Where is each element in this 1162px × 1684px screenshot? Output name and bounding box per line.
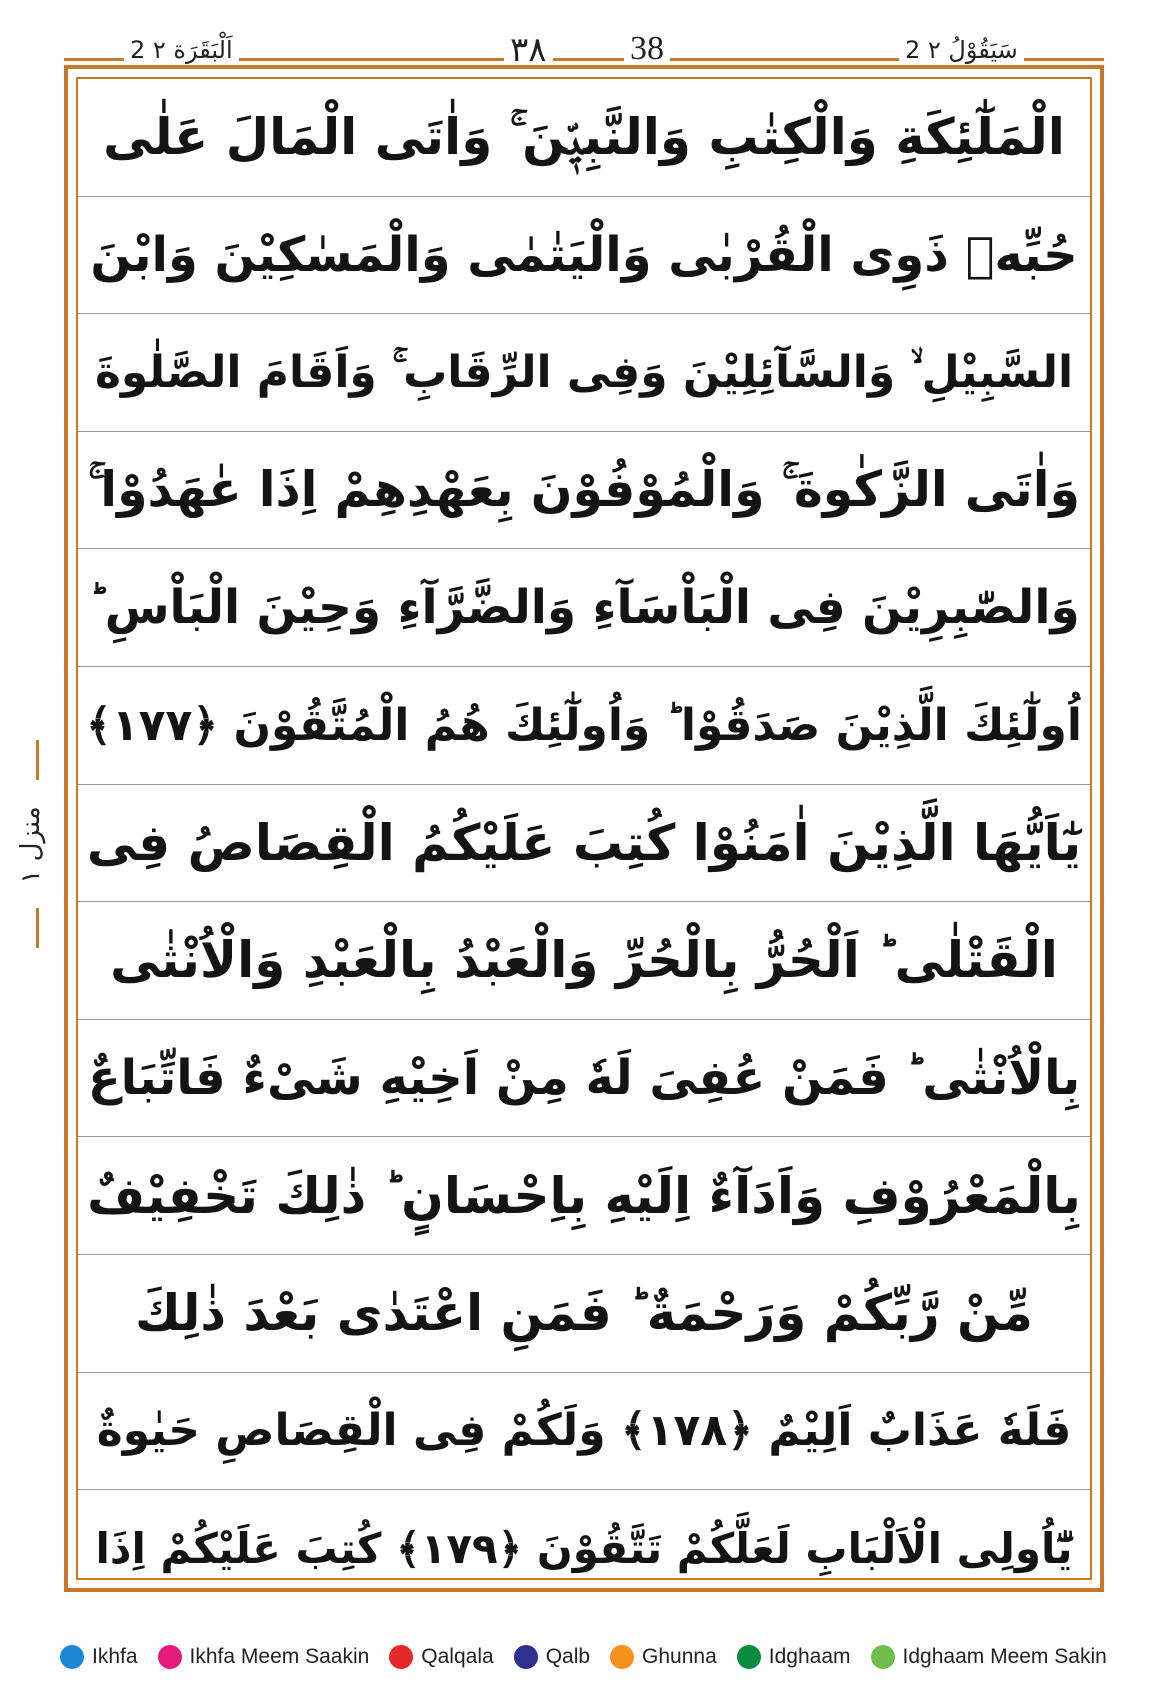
verse-line xyxy=(78,432,1090,550)
verse-line xyxy=(78,667,1090,785)
page-number: 38 xyxy=(624,30,670,68)
verse-line xyxy=(78,549,1090,667)
verse-line xyxy=(78,1137,1090,1255)
page-frame xyxy=(64,65,1104,1592)
verse-text: يّٰٓاُولِى الْاَلْبَابِ لَعَلَّكُمْ تَتَّقُوْنَ ﴿١٧٩﴾ كُتِبَ عَلَيْكُمْ اِذَا xyxy=(95,1524,1073,1574)
legend-label: Idghaam Meem Sakin xyxy=(902,1645,1107,1668)
legend-item-idghaam-meem-sakin xyxy=(871,1645,1107,1669)
tajweed-legend xyxy=(60,1640,1120,1674)
legend-item-ikhfa xyxy=(60,1645,138,1669)
legend-item-idghaam xyxy=(737,1645,851,1669)
verse-text: بِالْاُنْثٰى ؕ فَمَنْ عُفِىَ لَهٗ مِنْ اَخِيْهِ شَىْءٌ فَاتِّبَاعٌ xyxy=(87,1050,1081,1107)
verse-text: السَّبِيْلِ ۙ وَالسَّآئِلِيْنَ وَفِى الرِّقَابِ ۚ وَاَقَامَ الصَّلٰوةَ xyxy=(94,346,1074,398)
legend-dot xyxy=(514,1645,538,1669)
juz-name: 2 سَيَقُوْلُ ٢ xyxy=(899,36,1024,64)
legend-item-ikhfa-meem-saakin xyxy=(158,1645,370,1669)
verse-line xyxy=(78,314,1090,432)
verse-text: اُولٰٓئِكَ الَّذِيْنَ صَدَقُوْا ؕ وَاُولٰٓئِكَ هُمُ الْمُتَّقُوْنَ ﴿١٧٧﴾ xyxy=(86,699,1082,751)
legend-label: Ikhfa xyxy=(92,1645,138,1668)
legend-dot xyxy=(158,1645,182,1669)
legend-item-qalb xyxy=(514,1645,590,1669)
verse-text: وَالصّٰبِرِيْنَ فِى الْبَاْسَآءِ وَالضَّرَّآءِ وَحِيْنَ الْبَاْسِ ؕ xyxy=(88,580,1080,636)
legend-dot xyxy=(610,1645,634,1669)
surah-name: 2 اَلْبَقَرَة ٢ xyxy=(124,36,239,64)
legend-dot xyxy=(60,1645,84,1669)
verse-line xyxy=(78,79,1090,197)
legend-label: Idghaam xyxy=(768,1645,851,1668)
verse-text: مِّنْ رَّبِّكُمْ وَرَحْمَةٌ ؕ فَمَنِ اعْتَدٰى بَعْدَ ذٰلِكَ xyxy=(135,1284,1033,1343)
page-number-arabic: ٣٨ xyxy=(504,30,553,70)
legend-item-ghunna xyxy=(610,1645,717,1669)
verse-line xyxy=(78,1020,1090,1138)
legend-label: Qalqala xyxy=(421,1645,494,1668)
verse-line xyxy=(78,1490,1090,1608)
legend-dot xyxy=(871,1645,895,1669)
verse-text: فَلَهٗ عَذَابٌ اَلِيْمٌ ﴿١٧٨﴾ وَلَكُمْ فِى الْقِصَاصِ حَيٰوةٌ xyxy=(96,1405,1072,1457)
legend-label: Ikhfa Meem Saakin xyxy=(189,1645,370,1668)
verse-text: بِالْمَعْرُوْفِ وَاَدَآءٌ اِلَيْهِ بِاِحْسَانٍ ؕ ذٰلِكَ تَخْفِيْفٌ xyxy=(87,1166,1081,1225)
verse-text: يٰٓاَيُّهَا الَّذِيْنَ اٰمَنُوْا كُتِبَ عَلَيْكُمُ الْقِصَاصُ فِى xyxy=(86,813,1082,872)
verse-line xyxy=(78,1373,1090,1491)
verse-line xyxy=(78,785,1090,903)
legend-dot xyxy=(389,1645,413,1669)
verse-text: الْمَلٰٓئِكَةِ وَالْكِتٰبِ وَالنَّبِيّٖنَ ۚ وَاٰتَى الْمَالَ عَلٰى xyxy=(103,107,1065,166)
manzil-text: منزل ١ xyxy=(16,806,46,884)
verse-text: وَاٰتَى الزَّكٰوةَ ۚ وَالْمُوْفُوْنَ بِعَهْدِهِمْ اِذَا عٰهَدُوْا ۚ xyxy=(88,461,1080,519)
side-rule-top xyxy=(36,740,39,780)
verse-lines xyxy=(78,79,1090,1578)
side-rule-bottom xyxy=(36,908,39,948)
legend-dot xyxy=(737,1645,761,1669)
legend-label: Ghunna xyxy=(642,1645,717,1668)
legend-item-qalqala xyxy=(389,1645,493,1669)
verse-line xyxy=(78,902,1090,1020)
legend-label: Qalb xyxy=(545,1645,591,1668)
verse-line xyxy=(78,197,1090,315)
manzil-label xyxy=(6,790,56,900)
verse-text: الْقَتْلٰى ؕ اَلْحُرُّ بِالْحُرِّ وَالْعَبْدُ بِالْعَبْدِ وَالْاُنْثٰى xyxy=(110,931,1058,990)
verse-line xyxy=(78,1255,1090,1373)
verse-text: حُبِّهٖ ذَوِى الْقُرْبٰى وَالْيَتٰمٰى وَالْمَسٰكِيْنَ وَابْنَ xyxy=(90,226,1078,283)
